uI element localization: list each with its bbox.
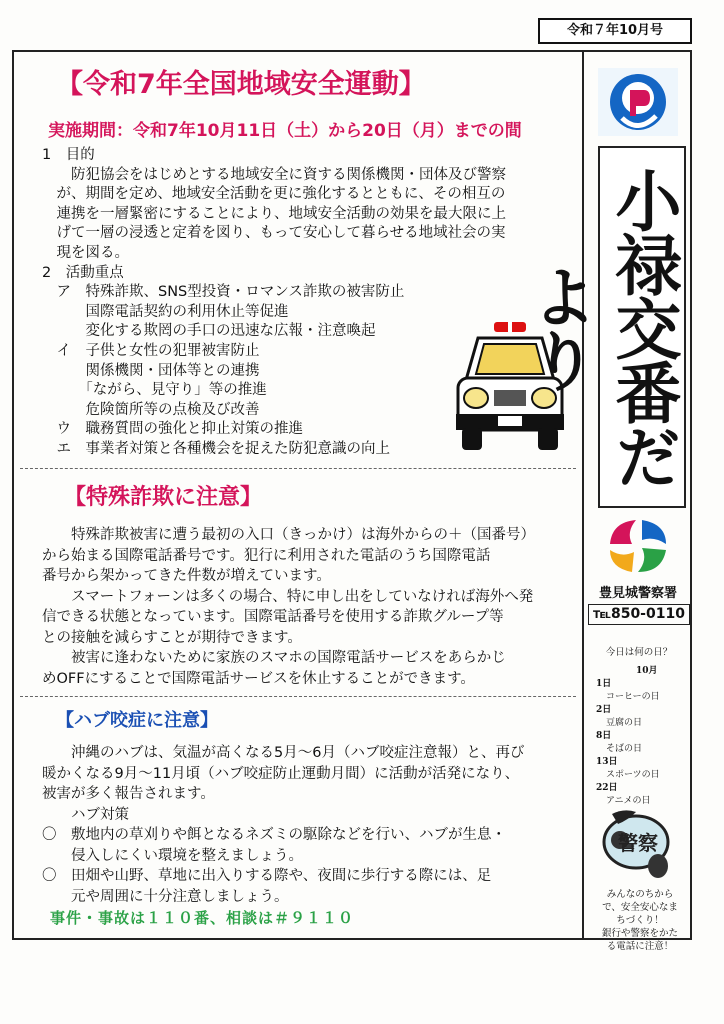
day-name: そばの日 [606, 744, 643, 754]
text-line: 被害に逢わないために家族のスマホの国際電話サービスをあらかじ [42, 650, 506, 666]
day-name: スポーツの日 [606, 770, 660, 780]
text-line: 危険箇所等の点検及び改善 [42, 401, 260, 418]
slogan-line: ちづくり！ [616, 915, 664, 926]
mascot-bubble-text: 警察 [618, 831, 658, 855]
fraud-title: 【特殊詐欺に注意】 [64, 485, 263, 510]
text-line: との接触を減らすことが期待できます。 [42, 629, 302, 646]
text-line: 連携を一層緊密にすることにより、地域安全活動の効果を最大限に上 [42, 205, 506, 222]
text-line: から始まる国際電話番号です。犯行に利用された電話のうち国際電話 [42, 547, 491, 564]
slogan-line: 銀行や警察をかた [601, 928, 678, 939]
slogan-line: みんなのちから [606, 889, 674, 900]
campaign-period: 実施期間：令和7年10月11日（土）から20日（月）までの間 [48, 121, 522, 141]
text-line: ア 特殊詐欺、SNS型投資・ロマンス詐欺の被害防止 [42, 284, 405, 301]
days-list [596, 665, 660, 808]
text-line: エ 事業者対策と各種機会を捉えた防犯意識の向上 [42, 441, 390, 457]
safety-slogan [588, 888, 692, 953]
text-line: 「ながら、見守り」等の推進 [42, 382, 267, 399]
text-line: 関係機関・団体等との連携 [42, 362, 260, 379]
text-line: 〇 田畑や山野、草地に出入りする際や、夜間に歩行する際には、足 [42, 868, 492, 884]
habu-title: 【ハブ咬症に注意】 [56, 710, 218, 731]
text-line: 元や周囲に十分注意しましょう。 [42, 888, 289, 905]
text-line: 〇 敷地内の草刈りや餌となるネズミの駆除などを行い、ハブが生息・ [42, 827, 506, 843]
newsletter-title: 小禄交番だより [598, 146, 686, 508]
text-line: 信できる状態となっています。国際電話番号を使用する詐欺グループ等 [42, 609, 504, 625]
emergency-footer: 事件・事故は１１０番、相談は＃９１１０ [50, 909, 355, 927]
text-line: 暖かくなる9月～11月頃（ハブ咬症防止運動月間）に活動が活発になり、 [42, 765, 520, 782]
text-line: げて一層の浸透と定着を図り、もって安心して暮らせる地域社会の実 [42, 225, 506, 242]
issue-label: 令和７年10月号 [538, 18, 692, 44]
day-name: アニメの日 [606, 796, 651, 806]
text-line: 被害が多く報告されます。 [42, 786, 215, 802]
safety-campaign-section [20, 56, 576, 469]
police-station-name: 豊見城警察署 [598, 586, 677, 601]
station-phone: ℡850-0110 [588, 604, 690, 625]
text-line: 防犯協会をはじめとする地域安全に資する関係機関・団体及び警察 [42, 166, 506, 183]
day-date: 2日 [596, 705, 612, 715]
text-line: ハブ対策 [42, 806, 129, 823]
day-date: 8日 [596, 731, 612, 741]
police-mascot-icon [598, 806, 678, 882]
text-line: 国際電話契約の利用休止等促進 [42, 303, 289, 320]
main-column [20, 56, 576, 932]
community-hands-icon [602, 514, 674, 576]
police-logo-icon [598, 68, 678, 136]
text-line: 特殊詐欺被害に遭う最初の入口（きっかけ）は海外からの＋（国番号） [42, 527, 535, 543]
text-line: 沖縄のハブは、気温が高くなる5月～6月（ハブ咬症注意報）と、再び [42, 745, 525, 761]
text-line: 変化する欺罔の手口の迅速な広報・注意喚起 [42, 323, 376, 340]
sidebar [520, 50, 694, 952]
day-name: コーヒーの日 [606, 692, 660, 702]
habu-warning-section [20, 702, 576, 932]
campaign-title: 【令和7年全国地域安全運動】 [56, 69, 426, 100]
slogan-line: で、安全安心なま [602, 902, 678, 913]
text-line: 1 目的 [42, 147, 95, 163]
text-line: が、期間を定め、地域安全活動を更に強化するとともに、その相互の [42, 186, 506, 203]
text-line: イ 子供と女性の犯罪被害防止 [42, 343, 260, 359]
today-heading: 今日は何の日？ [605, 647, 673, 658]
text-line: スマートフォーンは多くの場合、特に申し出をしていなければ海外へ発 [42, 588, 534, 605]
fraud-warning-section [20, 474, 576, 697]
day-name: 豆腐の日 [606, 718, 643, 728]
text-line: 現を図る。 [42, 245, 129, 261]
month-label: 10月 [636, 666, 658, 676]
slogan-line: る電話に注意！ [606, 941, 674, 952]
text-line: 番号から架かってきた件数が増えています。 [42, 568, 331, 584]
day-date: 1日 [596, 679, 612, 689]
text-line: ウ 職務質問の強化と抑止対策の推進 [42, 421, 303, 438]
day-date: 22日 [596, 783, 618, 793]
text-line: 侵入しにくい環境を整えましょう。 [42, 847, 303, 864]
text-line: 2 活動重点 [42, 264, 124, 281]
text-line: めOFFにすることで国際電話サービスを休止することができます。 [42, 670, 475, 687]
day-date: 13日 [596, 757, 618, 767]
